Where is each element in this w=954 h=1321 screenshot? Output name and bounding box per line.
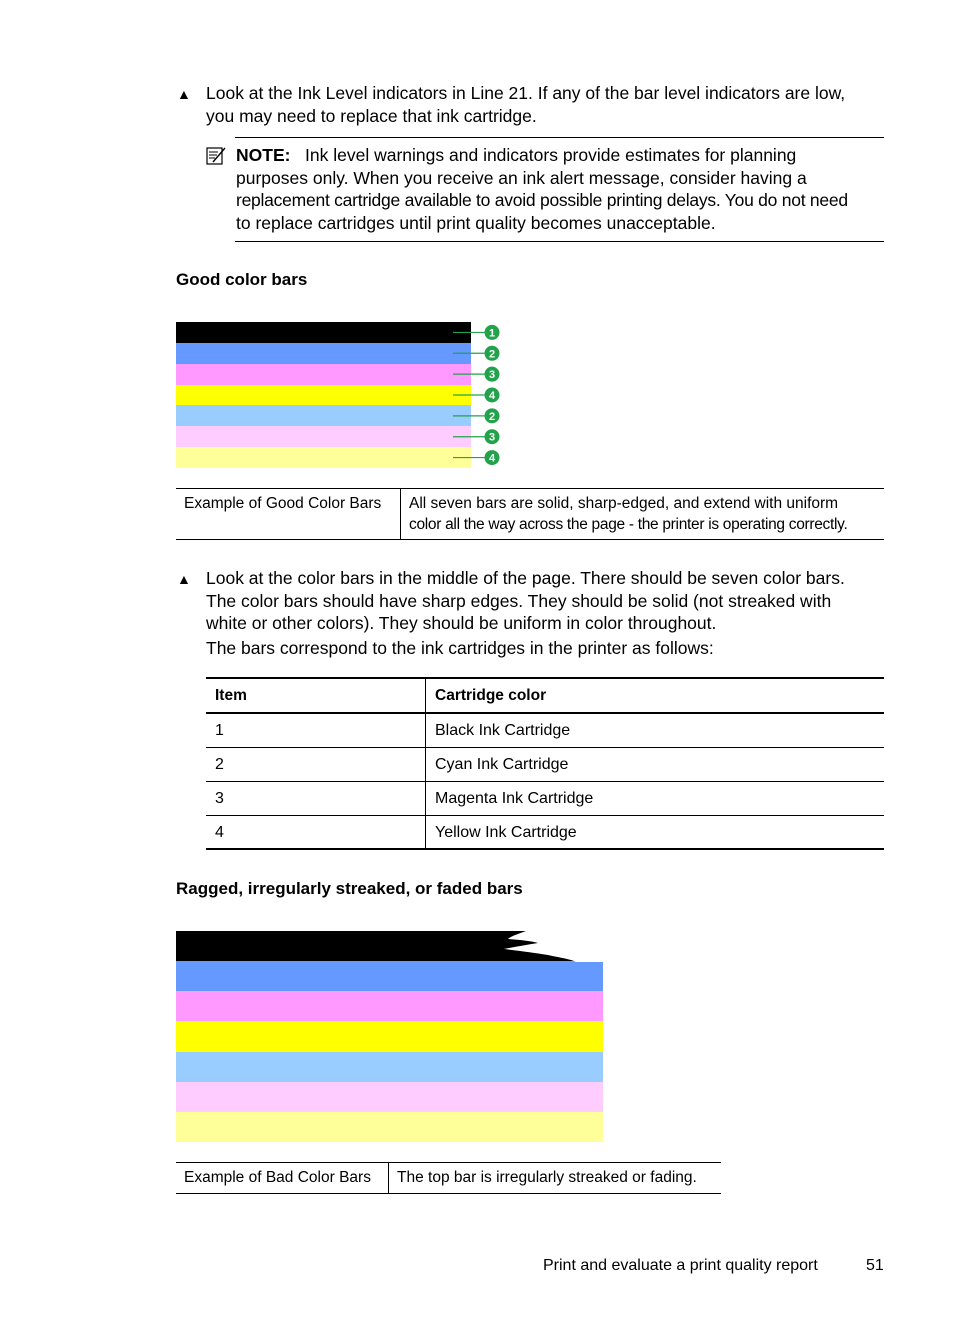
note-line-1: Ink level warnings and indicators provide estimates for planning <box>305 145 797 165</box>
intro-line-1: Look at the Ink Level indicators in Line 21. If any of the bar level indicators are low, <box>206 83 846 103</box>
table-header-row <box>206 679 884 713</box>
instructions-line-2: The color bars should have sharp edges. They should be solid (not streaked with <box>206 590 832 611</box>
callout-number: 4 <box>488 452 496 465</box>
good-caption-label: Example of Good Color Bars <box>176 489 401 539</box>
bullet-triangle: ▲ <box>177 86 191 102</box>
note-line-4: to replace cartridges until print quality becomes unacceptable. <box>236 212 716 233</box>
table-header-item: Item <box>215 687 247 704</box>
good-color-bars <box>176 322 471 468</box>
bad-caption-label: Example of Bad Color Bars <box>176 1163 389 1193</box>
cartridge-table <box>206 677 884 851</box>
table-cell-item: 1 <box>215 721 224 739</box>
instructions-line-1: Look at the color bars in the middle of the page. There should be seven color bars. <box>206 568 845 588</box>
table-cell-item: 3 <box>215 789 224 807</box>
callout-marker <box>453 388 500 403</box>
bad-color-bar <box>176 1112 603 1143</box>
good-caption-text <box>401 489 884 539</box>
callout-marker <box>453 346 500 361</box>
good-color-bar <box>176 343 471 364</box>
callout-marker <box>453 450 500 465</box>
callout-number: 1 <box>488 327 496 340</box>
table-cell-color: Yellow Ink Cartridge <box>435 823 577 841</box>
good-color-bar <box>176 364 471 385</box>
table-cell-item: 4 <box>215 823 224 841</box>
callout-number: 2 <box>488 410 496 423</box>
good-color-bar <box>176 385 471 406</box>
note-text <box>236 144 896 234</box>
bad-color-bar <box>176 991 603 1022</box>
table-cell-color: Magenta Ink Cartridge <box>435 789 594 807</box>
good-color-bar <box>176 426 471 447</box>
note-line-3: replacement cartridge available to avoid possible printing delays. You do not need <box>236 190 848 211</box>
bad-caption-text: The top bar is irregularly streaked or fading. <box>397 1169 697 1186</box>
callout-number: 3 <box>488 431 496 444</box>
callout-number: 4 <box>488 390 496 402</box>
streak-overlay <box>176 931 603 962</box>
callout-marker <box>453 408 500 423</box>
table-row <box>206 748 884 781</box>
bad-color-bar <box>176 1052 603 1083</box>
good-caption-line-2: color all the way across the page - the printer is operating correctly. <box>409 516 848 533</box>
bad-bars-heading: Ragged, irregularly streaked, or faded bars <box>176 879 523 898</box>
good-color-bar <box>176 322 471 343</box>
good-bars-heading: Good color bars <box>176 270 308 289</box>
callout-marker <box>453 429 500 444</box>
callout-marker <box>453 367 500 382</box>
intro-line-2: you may need to replace that ink cartridge. <box>206 105 537 126</box>
callout-marker <box>453 325 500 340</box>
instructions-paragraph <box>206 567 896 659</box>
table-row <box>206 816 884 849</box>
table-row <box>206 714 884 747</box>
bad-color-bar <box>176 961 603 992</box>
table-header-cartridge-color: Cartridge color <box>435 687 547 704</box>
bullet-triangle: ▲ <box>177 571 191 587</box>
bad-color-bar <box>176 1021 603 1052</box>
good-bars-caption <box>176 488 884 540</box>
callout-number: 3 <box>488 369 496 382</box>
note-line-2: purposes only. When you receive an ink alert message, consider having a <box>236 167 807 188</box>
instructions-line-4: The bars correspond to the ink cartridges in the printer as follows: <box>206 637 714 658</box>
bad-bars-caption <box>176 1162 721 1194</box>
table-cell-color: Black Ink Cartridge <box>435 721 571 739</box>
bad-color-bar <box>176 1082 603 1113</box>
bad-color-bars <box>176 931 603 1142</box>
good-color-bar <box>176 405 471 426</box>
note-label: NOTE: <box>236 145 291 165</box>
footer-page-number: 51 <box>866 1257 884 1274</box>
good-color-bar <box>176 447 471 468</box>
good-bars-callouts <box>450 322 510 468</box>
note-icon <box>205 145 227 167</box>
good-caption-line-1: All seven bars are solid, sharp-edged, and extend with uniform <box>409 495 839 512</box>
footer-section-title: Print and evaluate a print quality report <box>543 1257 818 1274</box>
table-cell-color: Cyan Ink Cartridge <box>435 755 569 773</box>
table-cell-item: 2 <box>215 755 224 773</box>
instructions-line-3: white or other colors). They should be uniform in color throughout. <box>206 613 717 634</box>
intro-paragraph <box>206 82 896 127</box>
table-row <box>206 782 884 815</box>
callout-number: 2 <box>488 348 496 361</box>
